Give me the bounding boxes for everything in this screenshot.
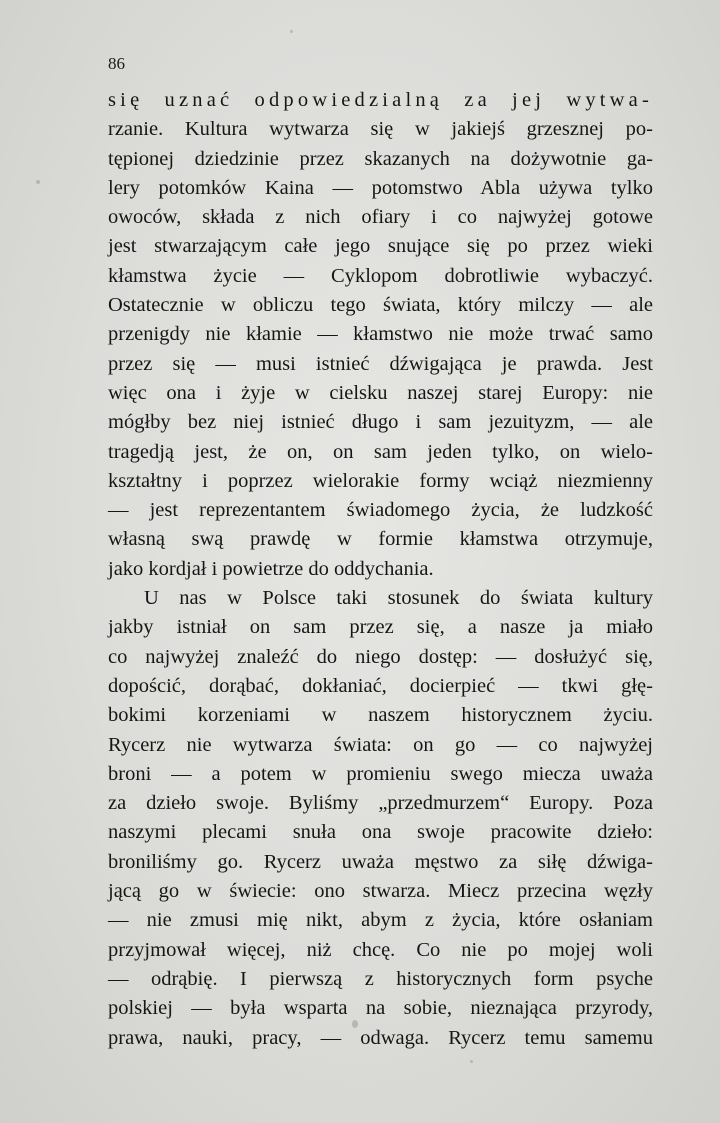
text-line: bokimi korzeniami w naszem historycznem życiu. xyxy=(108,704,653,727)
text-line: — odrąbię. I pierwszą z historycznych form psyche xyxy=(108,967,653,990)
text-line: przez się — musi istnieć dźwigająca je prawda. Jest xyxy=(108,352,653,375)
text-line: kształtny i poprzez wielorakie formy wciąż niezmienny xyxy=(108,469,653,492)
text-line: U nas w Polsce taki stosunek do świata kultury xyxy=(144,587,653,610)
text-line: własną swą prawdę w formie kłamstwa otrzymuje, xyxy=(108,528,653,551)
text-line: jest stwarzającym całe jego snujące się po przez wieki xyxy=(108,235,653,258)
text-line: polskiej — była wsparta na sobie, nieznająca przyrody, xyxy=(108,997,653,1020)
text-line: się uznać odpowiedzialną za jej wytwa- xyxy=(108,89,653,111)
paper-speck xyxy=(470,1060,473,1063)
text-line: broni — a potem w promieniu swego miecza uważa xyxy=(108,762,653,785)
paper-speck xyxy=(36,180,40,184)
text-line: jącą go w świecie: ono stwarza. Miecz przecina węzły xyxy=(108,880,653,903)
body-text xyxy=(108,86,653,1053)
paper-speck xyxy=(290,30,293,33)
text-line: lery potomków Kaina — potomstwo Abla używa tylko xyxy=(108,176,653,199)
text-line: prawa, nauki, pracy, — odwaga. Rycerz temu samemu xyxy=(108,1026,653,1049)
text-line: rzanie. Kultura wytwarza się w jakiejś grzesznej po- xyxy=(108,118,653,141)
text-line: kłamstwa życie — Cyklopom dobrotliwie wybaczyć. xyxy=(108,264,653,287)
text-line: co najwyżej znaleźć do niego dostęp: — dosłużyć się, xyxy=(108,645,653,668)
text-line: Rycerz nie wytwarza świata: on go — co najwyżej xyxy=(108,733,653,756)
text-line: Ostatecznie w obliczu tego świata, który milczy — ale xyxy=(108,294,653,317)
text-line: dopościć, dorąbać, dokłaniać, docierpieć — tkwi głę- xyxy=(108,674,653,697)
text-line: mógłby bez niej istnieć długo i sam jezuityzm, — ale xyxy=(108,411,653,434)
text-line: przenigdy nie kłamie — kłamstwo nie może trwać samo xyxy=(108,323,653,346)
text-line: owoców, składa z nich ofiary i co najwyżej gotowe xyxy=(108,206,653,229)
page-number: 86 xyxy=(108,54,125,73)
text-line: — nie zmusi mię nikt, abym z życia, które osłaniam xyxy=(108,909,653,932)
text-line: naszymi plecami snuła ona swoje pracowite dzieło: xyxy=(108,821,653,844)
text-line: przyjmował więcej, niż chcę. Co nie po mojej woli xyxy=(108,938,653,961)
text-line: jakby istniał on sam przez się, a nasze ja miało xyxy=(108,616,653,639)
text-line: — jest reprezentantem świadomego życia, że ludzkość xyxy=(108,499,653,522)
text-line: jako kordjał i powietrze do oddychania. xyxy=(108,557,434,580)
text-line: broniliśmy go. Rycerz uważa męstwo za siłę dźwiga- xyxy=(108,850,653,873)
text-line: tragedją jest, że on, on sam jeden tylko, on wielo- xyxy=(108,440,653,463)
text-line: więc ona i żyje w cielsku naszej starej Europy: nie xyxy=(108,381,653,404)
text-line: tępionej dziedzinie przez skazanych na dożywotnie ga- xyxy=(108,147,653,170)
text-line: za dzieło swoje. Byliśmy „przedmurzem“ Europy. Poza xyxy=(108,792,653,815)
